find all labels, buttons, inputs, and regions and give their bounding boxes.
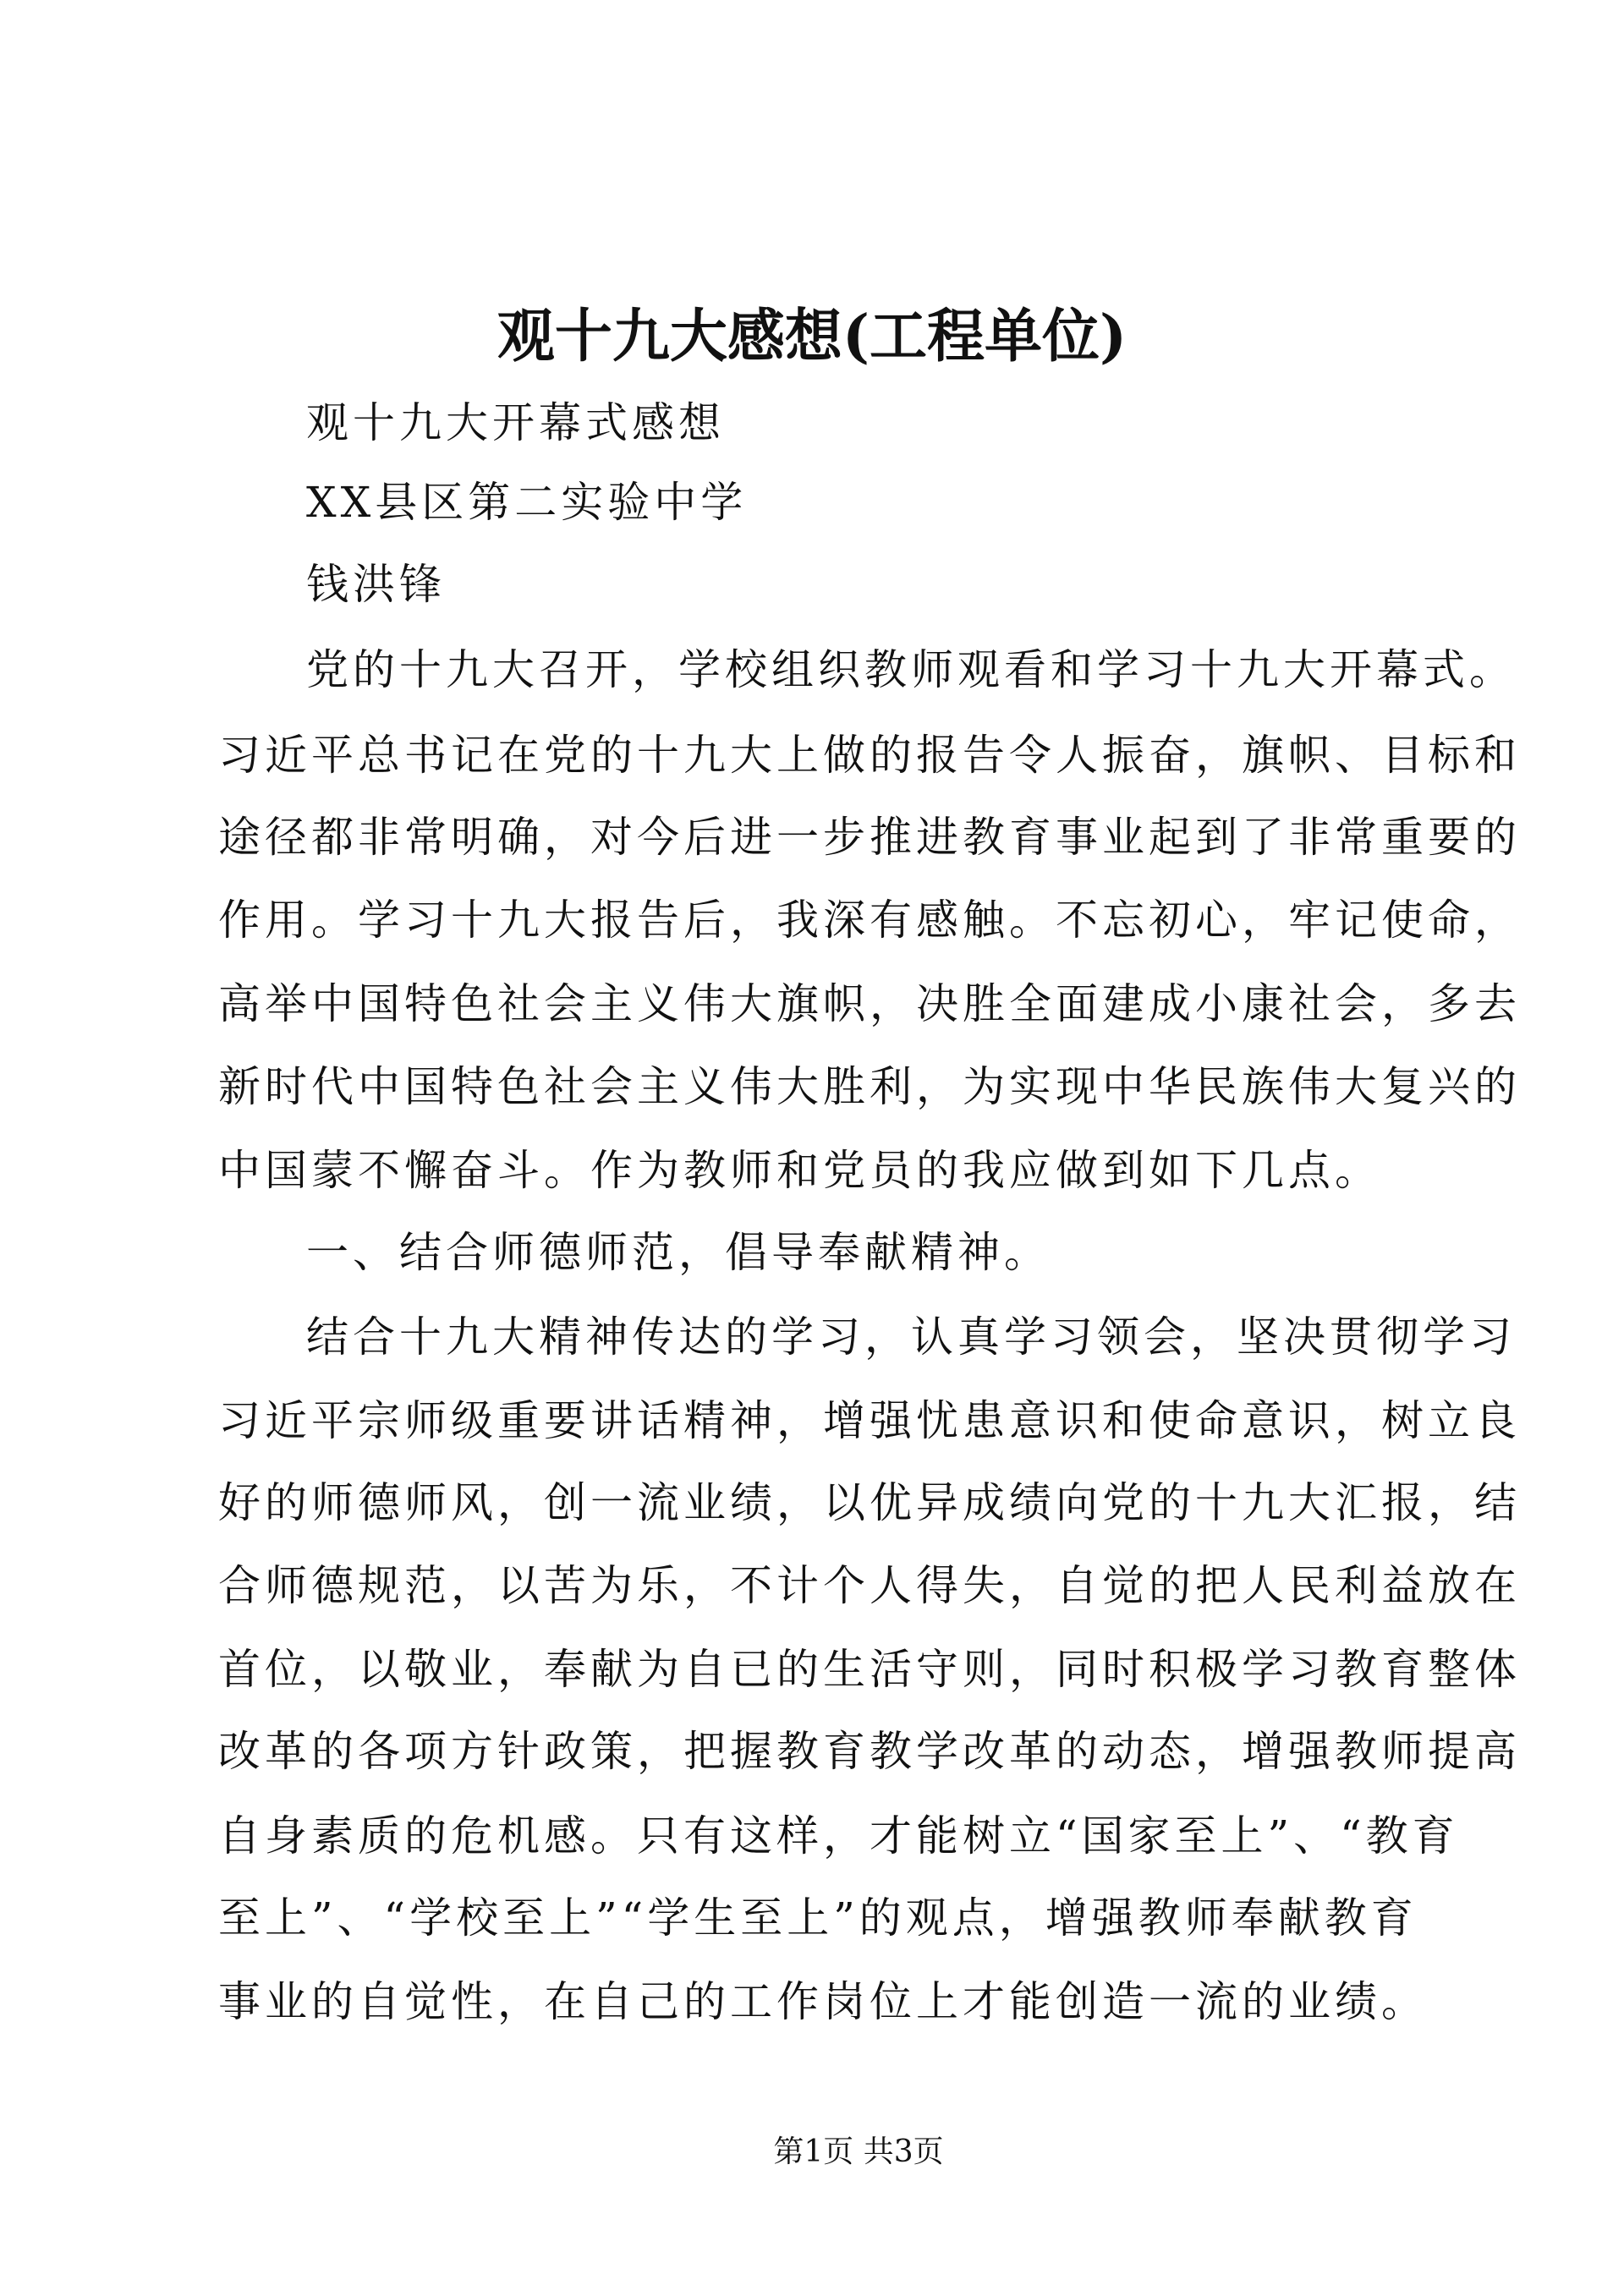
paragraph-line: 事业的自觉性，在自己的工作岗位上才能创造一流的业绩。 — [218, 1977, 1428, 2026]
paragraph-line: 作用。学习十九大报告后，我深有感触。不忘初心，牢记使命， — [218, 896, 1521, 945]
paragraph-line: 高举中国特色社会主义伟大旗帜，决胜全面建成小康社会，多去 — [218, 979, 1521, 1028]
school-name: XX县区第二实验中学 — [306, 478, 748, 527]
paragraph-line: 结合十九大精神传达的学习，认真学习领会，坚决贯彻学习 — [306, 1312, 1516, 1362]
document-title: 观十九大感想(工程单位) — [497, 303, 1127, 370]
author-name: 钱洪锋 — [306, 560, 446, 609]
page-number: 第1页 共3页 — [773, 2134, 944, 2169]
paragraph-line: 党的十九大召开，学校组织教师观看和学习十九大开幕式。 — [306, 645, 1516, 694]
paragraph-line: 习近平总书记在党的十九大上做的报告令人振奋，旗帜、目标和 — [218, 731, 1521, 780]
paragraph-line: 习近平宗师级重要讲话精神，增强忧患意识和使命意识，树立良 — [218, 1396, 1521, 1445]
paragraph-line: 自身素质的危机感。只有这样，才能树立“国家至上”、“教育 — [218, 1811, 1459, 1860]
paragraph-line: 中国蒙不懈奋斗。作为教师和党员的我应做到如下几点。 — [218, 1146, 1381, 1195]
section-heading: 一、结合师德师范，倡导奉献精神。 — [306, 1228, 1051, 1277]
paragraph-line: 首位，以敬业，奉献为自已的生活守则，同时积极学习教育整体 — [218, 1645, 1521, 1694]
paragraph-line: 途径都非常明确，对今后进一步推进教育事业起到了非常重要的 — [218, 813, 1521, 862]
subtitle: 观十九大开幕式感想 — [306, 398, 725, 447]
paragraph-line: 好的师德师风，创一流业绩，以优异成绩向党的十九大汇报，结 — [218, 1478, 1521, 1527]
paragraph-line: 至上”、“学校至上”“学生至上”的观点，增强教师奉献教育 — [218, 1893, 1418, 1943]
paragraph-line: 合师德规范，以苦为乐，不计个人得失，自觉的把人民利益放在 — [218, 1561, 1521, 1610]
paragraph-line: 新时代中国特色社会主义伟大胜利，为实现中华民族伟大复兴的 — [218, 1062, 1521, 1111]
paragraph-line: 改革的各项方针政策，把握教育教学改革的动态，增强教师提高 — [218, 1727, 1521, 1776]
